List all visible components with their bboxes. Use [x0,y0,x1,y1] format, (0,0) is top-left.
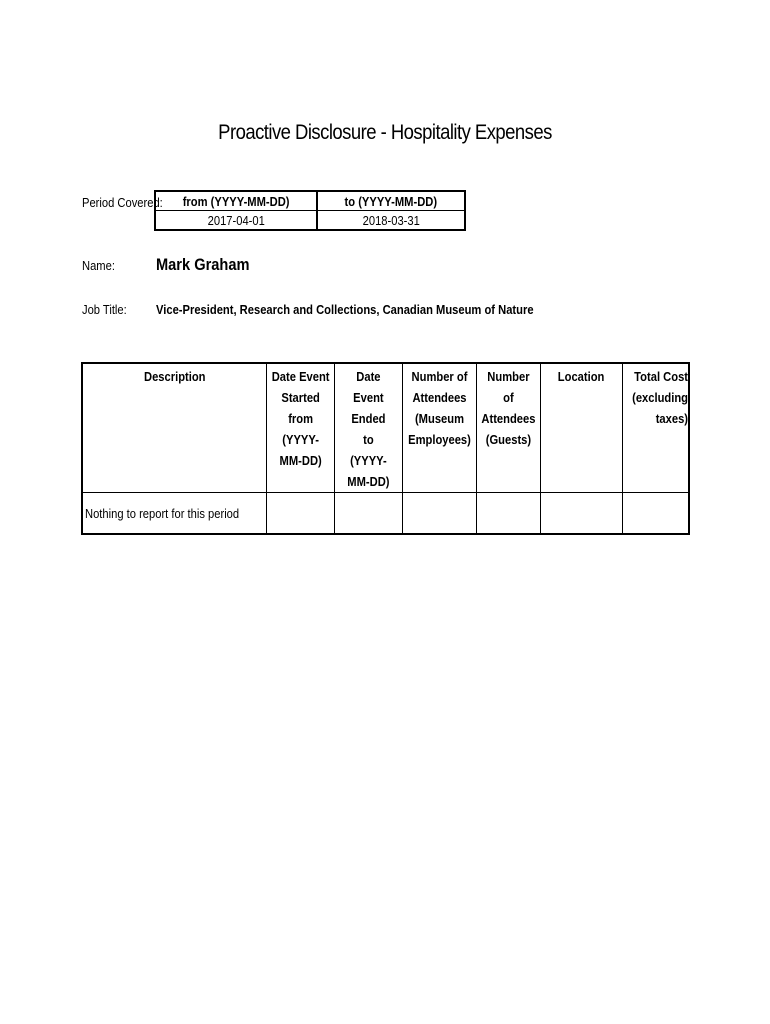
col-header-attendees-guests: Number of Attendees (Guests) [477,363,541,493]
cell-description: Nothing to report for this period [82,493,267,535]
cell-location [541,493,623,535]
col-header-attendees-employees: Number of Attendees (Museum Employees) [403,363,477,493]
job-title-label: Job Title: [82,302,127,317]
expense-table [81,362,690,535]
cell-attendees-guests [477,493,541,535]
period-to-header: to (YYYY-MM-DD) [317,191,465,211]
cell-date-ended [335,493,403,535]
col-header-date-started: Date Event Started from (YYYY-MM-DD) [267,363,335,493]
period-from-value: 2017-04-01 [155,211,317,231]
expense-table-header [82,363,689,493]
period-covered-label: Period Covered: [82,195,163,210]
table-row [82,493,689,535]
period-table [154,190,466,231]
page-title: Proactive Disclosure - Hospitality Expenses [218,121,552,144]
name-label: Name: [82,258,115,273]
col-header-total-cost: Total Cost (excluding taxes) [622,363,689,493]
period-to-value: 2018-03-31 [317,211,465,231]
cell-total-cost [622,493,689,535]
col-header-description: Description [82,363,267,493]
cell-attendees-employees [403,493,477,535]
job-title-value: Vice-President, Research and Collections, Canadian Museum of Nature [156,302,534,317]
cell-date-started [267,493,335,535]
col-header-date-ended: Date Event Ended to (YYYY-MM-DD) [335,363,403,493]
period-from-header: from (YYYY-MM-DD) [155,191,317,211]
col-header-location: Location [541,363,623,493]
name-value: Mark Graham [156,255,250,274]
